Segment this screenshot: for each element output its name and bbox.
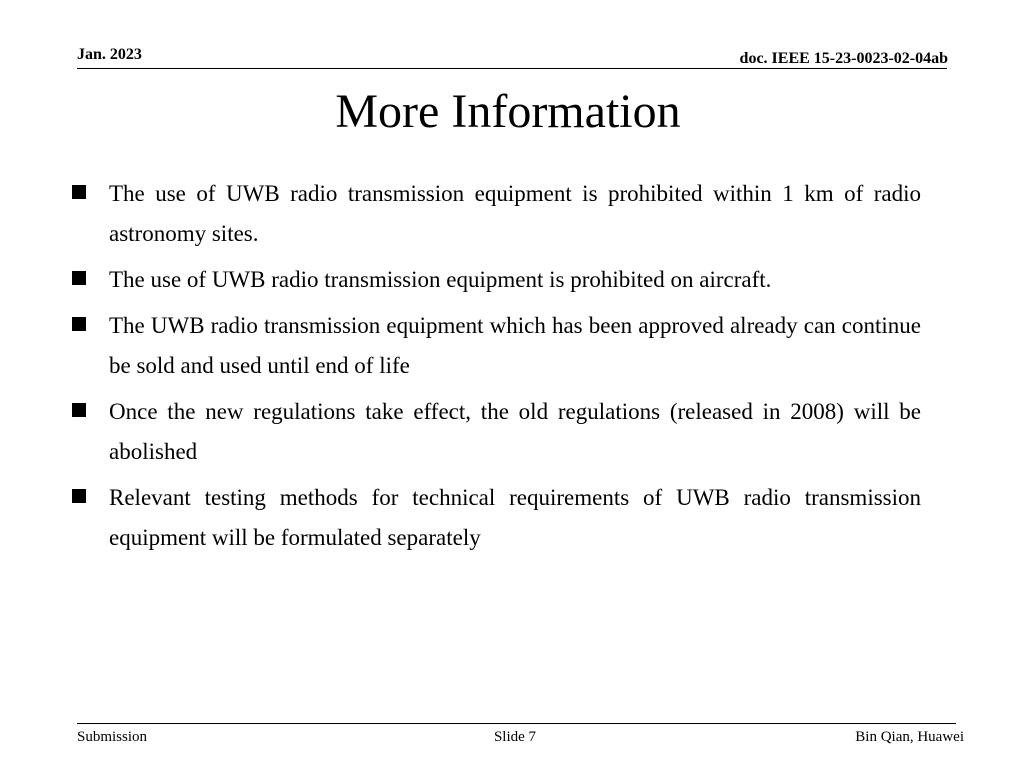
- square-bullet-icon: [72, 317, 86, 331]
- header-date: Jan. 2023: [77, 46, 142, 63]
- slide-title: More Information: [335, 85, 681, 138]
- square-bullet-icon: [72, 185, 86, 199]
- footer-divider: [77, 723, 956, 724]
- bullet-text: The use of UWB radio transmission equipment is prohibited on aircraft.: [109, 267, 772, 292]
- bullet-text: Relevant testing methods for technical requirements of UWB radio transmission equipment will be formulated separately: [109, 485, 921, 550]
- bullet-list: [72, 174, 921, 564]
- square-bullet-icon: [72, 403, 86, 417]
- bullet-item: [72, 260, 921, 300]
- footer-submission: Submission: [77, 729, 148, 745]
- bullet-text: Once the new regulations take effect, the old regulations (released in 2008) will be abolished: [109, 399, 921, 464]
- bullet-item: [72, 392, 921, 472]
- square-bullet-icon: [72, 271, 86, 285]
- bullet-item: [72, 306, 921, 386]
- bullet-item: [72, 478, 921, 558]
- footer-slide-number: Slide 7: [493, 729, 537, 745]
- bullet-text: The UWB radio transmission equipment which has been approved already can continue be sold and used until end of life: [109, 313, 921, 378]
- square-bullet-icon: [72, 489, 86, 503]
- bullet-item: [72, 174, 921, 254]
- footer-author: Bin Qian, Huawei: [855, 729, 964, 745]
- header-doc-id: doc. IEEE 15-23-0023-02-04ab: [739, 50, 948, 67]
- header-divider: [77, 68, 947, 69]
- bullet-text: The use of UWB radio transmission equipment is prohibited within 1 km of radio astronomy sites.: [109, 181, 921, 246]
